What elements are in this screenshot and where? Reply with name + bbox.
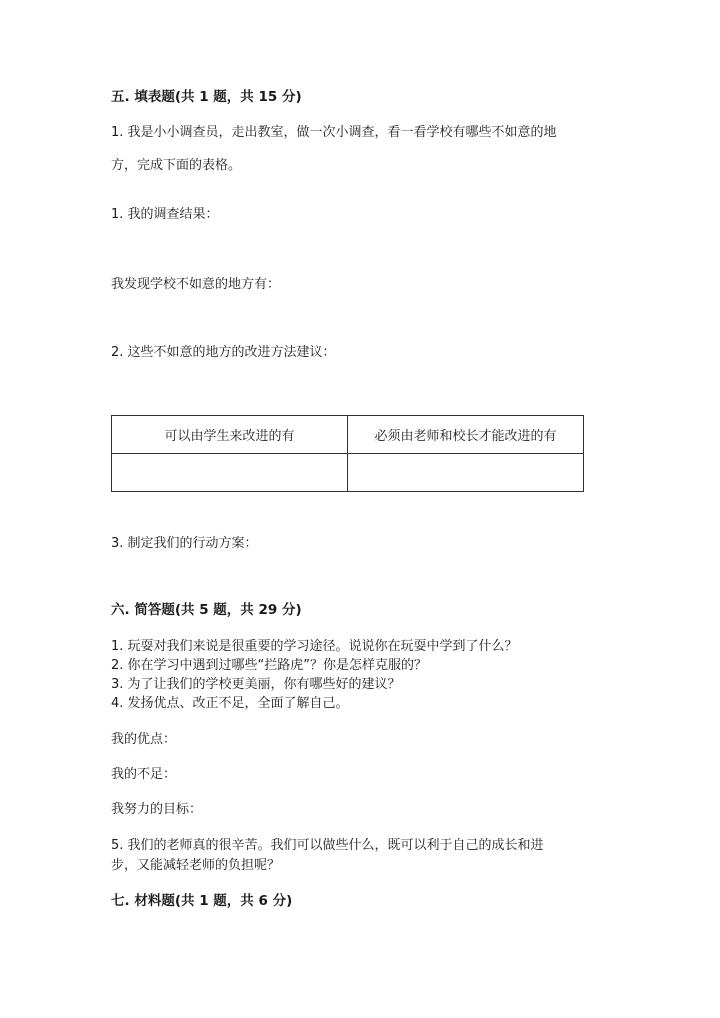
table-cell-teachers[interactable]: [348, 454, 583, 491]
question-1-text-line-2: 方，完成下面的表格。: [111, 158, 242, 173]
goal-prompt: 我努力的目标：: [111, 802, 203, 817]
question-5-text-line-1: 5. 我们的老师真的很辛苦。我们可以做些什么，既可以利于自己的成长和进: [111, 838, 544, 853]
table-header-students: 可以由学生来改进的有: [112, 416, 348, 454]
survey-result-item: 1. 我的调查结果：: [111, 207, 219, 222]
section-7-heading: 七. 材料题(共 1 题，共 6 分): [111, 893, 293, 909]
weaknesses-prompt: 我的不足：: [111, 767, 177, 782]
improvement-suggestions-item: 2. 这些不如意的地方的改进方法建议：: [111, 345, 336, 360]
finding-prompt: 我发现学校不如意的地方有：: [111, 277, 281, 292]
table-cell-students[interactable]: [112, 454, 348, 491]
improvement-table: [111, 415, 584, 492]
short-answer-question-3: 3. 为了让我们的学校更美丽，你有哪些好的建议？: [111, 677, 401, 692]
short-answer-question-1: 1. 玩耍对我们来说是很重要的学习途径。说说你在玩耍中学到了什么？: [111, 639, 518, 654]
question-1-text-line-1: 1. 我是小小调查员，走出教室，做一次小调查，看一看学校有哪些不如意的地: [111, 125, 557, 140]
table-header-teachers: 必须由老师和校长才能改进的有: [348, 416, 583, 454]
section-6-heading: 六. 简答题(共 5 题，共 29 分): [111, 602, 302, 618]
question-5-text-line-2: 步，又能减轻老师的负担呢？: [111, 858, 281, 873]
strengths-prompt: 我的优点：: [111, 732, 177, 747]
section-5-heading: 五. 填表题(共 1 题，共 15 分): [111, 89, 302, 105]
short-answer-question-2: 2. 你在学习中遇到过哪些“拦路虎”？你是怎样克服的？: [111, 658, 428, 673]
short-answer-question-4: 4. 发扬优点、改正不足，全面了解自己。: [111, 696, 349, 711]
action-plan-item: 3. 制定我们的行动方案：: [111, 536, 258, 551]
